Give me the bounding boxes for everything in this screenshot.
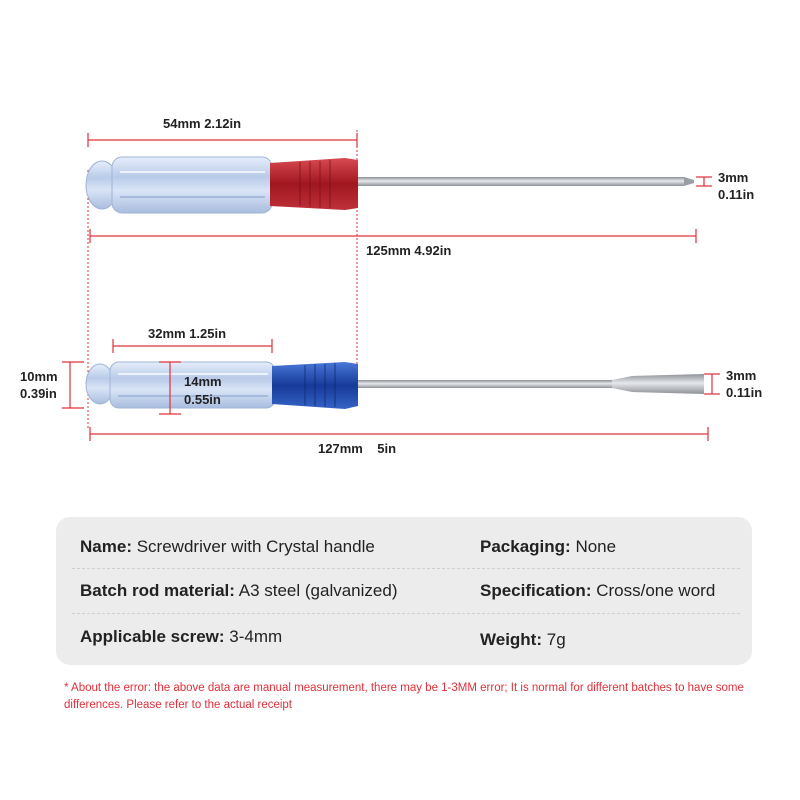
spec-packaging: [480, 537, 730, 557]
spec-key: Specification :: [480, 581, 591, 600]
spec-key: Weight :: [480, 630, 542, 649]
top-screwdriver-red: [86, 157, 694, 213]
spec-specification: [480, 581, 730, 601]
top-red-collar: [270, 158, 358, 210]
total-length-top-label: 125mm 4.92in: [366, 243, 452, 258]
spec-applicable-screw: [80, 627, 480, 647]
grip-length-bottom-label: 32mm 1.25in: [148, 326, 227, 341]
top-handle-grip: [112, 157, 272, 213]
total-length-bottom-label: 127mm 5in: [318, 441, 397, 456]
dim-total-length-bottom: [90, 427, 708, 456]
spec-value: 3-4mm: [229, 627, 283, 646]
top-shaft: [355, 177, 685, 186]
dim-tip-top: [696, 170, 754, 202]
bottom-slotted-tip: [612, 374, 704, 394]
spec-key: Applicable screw :: [80, 627, 225, 646]
dim-head-diameter: [20, 362, 84, 408]
measurement-error-note: * About the error: the above data are manual measurement, there may be 1-3MM error; It is normal for different batches to have some differences. Please refer to the actual receipt: [64, 682, 744, 711]
spec-value: Cross/one word: [596, 581, 716, 600]
grip-diameter-mm-label: 14mm: [184, 374, 222, 389]
dim-tip-bottom: [704, 368, 762, 400]
tip-bottom-in-label: 0.11in: [726, 385, 763, 400]
spec-row: [80, 524, 730, 570]
bottom-screwdriver-blue: [86, 362, 704, 409]
spec-value: 7g: [546, 630, 566, 649]
grip-diameter-in-label: 0.55in: [184, 392, 221, 407]
bottom-shaft: [355, 380, 615, 388]
dim-handle-length-top: [88, 116, 357, 147]
spec-value: None: [575, 537, 617, 556]
spec-row: [80, 614, 730, 660]
spec-weight: [480, 624, 730, 650]
dim-total-length-top: [90, 229, 696, 258]
spec-key: Batch rod material :: [80, 581, 235, 600]
tip-top-mm-label: 3mm: [718, 170, 749, 185]
head-diameter-in-label: 0.39in: [20, 386, 57, 401]
spec-value: Screwdriver with Crystal handle: [136, 537, 375, 556]
spec-material: [80, 581, 480, 601]
dim-grip-length-bottom: [113, 326, 272, 353]
spec-value: A3 steel (galvanized): [238, 581, 398, 600]
spec-key: Packaging :: [480, 537, 571, 556]
tip-bottom-mm-label: 3mm: [726, 368, 757, 383]
tip-top-in-label: 0.11in: [718, 187, 755, 202]
handle-length-top-label: 54mm 2.12in: [163, 116, 242, 131]
spec-row: [80, 568, 730, 614]
spec-name: [80, 537, 480, 557]
head-diameter-mm-label: 10mm: [20, 369, 58, 384]
top-cross-tip: [684, 177, 694, 186]
spec-key: Name :: [80, 537, 132, 556]
